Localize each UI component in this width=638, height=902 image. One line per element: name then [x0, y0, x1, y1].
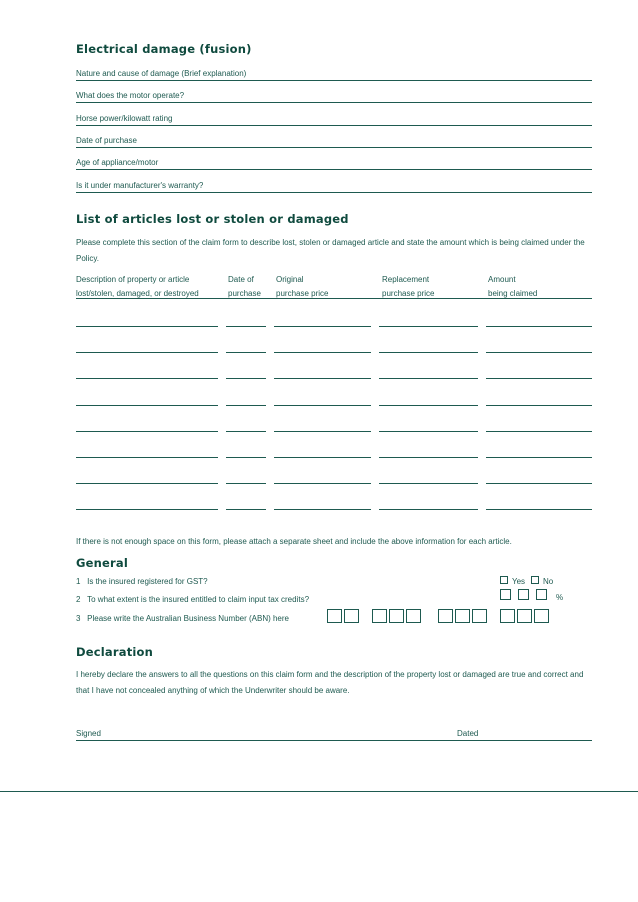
- abn-digit-box-11[interactable]: [534, 609, 549, 623]
- field-line-date-of-purchase[interactable]: [76, 147, 592, 148]
- question-2-text: To what extent is the insured entitled to claim input tax credits?: [87, 595, 310, 604]
- itc-percent-box-3[interactable]: [536, 589, 547, 600]
- article-row-4-original-price-field[interactable]: [274, 405, 371, 406]
- declaration-heading: Declaration: [76, 645, 154, 659]
- signed-label: Signed: [76, 729, 101, 738]
- column-header-replacement-line1: Replacement: [382, 275, 430, 284]
- column-header-replacement-price: [382, 273, 434, 301]
- page-divider: [0, 791, 638, 792]
- gst-yes-checkbox[interactable]: [500, 576, 508, 584]
- signature-line[interactable]: [76, 740, 592, 741]
- article-row-6-replacement-price-field[interactable]: [379, 457, 478, 458]
- article-row-2-date-field[interactable]: [226, 352, 266, 353]
- article-row-7-original-price-field[interactable]: [274, 483, 371, 484]
- gst-yes-label: Yes: [512, 577, 526, 586]
- column-header-description-line1: Description of property or article: [76, 275, 190, 284]
- itc-percent-box-2[interactable]: [518, 589, 529, 600]
- article-row-5-date-field[interactable]: [226, 431, 266, 432]
- article-row-5-replacement-price-field[interactable]: [379, 431, 478, 432]
- column-header-description-line2: lost/stolen, damaged, or destroyed: [76, 289, 199, 298]
- articles-heading: List of articles lost or stolen or damaged: [76, 212, 349, 226]
- article-row-3-replacement-price-field[interactable]: [379, 378, 478, 379]
- column-header-original-price: [276, 273, 328, 301]
- article-row-7-description-field[interactable]: [76, 483, 218, 484]
- abn-digit-box-10[interactable]: [517, 609, 532, 623]
- abn-digit-box-3[interactable]: [372, 609, 387, 623]
- column-header-underline: [76, 298, 592, 299]
- field-line-age-appliance[interactable]: [76, 169, 592, 170]
- question-3-text: Please write the Australian Business Number (ABN) here: [87, 614, 289, 623]
- article-row-7-date-field[interactable]: [226, 483, 266, 484]
- declaration-text: I hereby declare the answers to all the questions on this claim form and the description of the property lost or damaged are true and correct and that I have not concealed anything of which the Underwriter should be aware.: [76, 670, 584, 695]
- article-row-4-amount-field[interactable]: [486, 405, 592, 406]
- dated-label: Dated: [457, 729, 479, 738]
- gst-no-label: No: [543, 577, 554, 586]
- field-line-warranty[interactable]: [76, 192, 592, 193]
- abn-digit-box-4[interactable]: [389, 609, 404, 623]
- question-2-number: 2: [76, 595, 81, 604]
- article-row-4-date-field[interactable]: [226, 405, 266, 406]
- article-row-1-replacement-price-field[interactable]: [379, 326, 478, 327]
- general-question-3: [76, 614, 289, 623]
- column-header-date: [228, 273, 261, 301]
- field-label-motor-operate: What does the motor operate?: [76, 91, 185, 100]
- article-row-5-amount-field[interactable]: [486, 431, 592, 432]
- article-row-7-amount-field[interactable]: [486, 483, 592, 484]
- question-1-text: Is the insured registered for GST?: [87, 577, 208, 586]
- column-header-date-line2: purchase: [228, 289, 261, 298]
- column-header-replacement-line2: purchase price: [382, 289, 435, 298]
- column-header-date-line1: Date of: [228, 275, 254, 284]
- article-row-8-date-field[interactable]: [226, 509, 266, 510]
- article-row-5-description-field[interactable]: [76, 431, 218, 432]
- field-line-motor-operate[interactable]: [76, 102, 592, 103]
- article-row-8-description-field[interactable]: [76, 509, 218, 510]
- abn-digit-box-5[interactable]: [406, 609, 421, 623]
- column-header-amount-line2: being claimed: [488, 289, 538, 298]
- articles-intro: Please complete this section of the claim form to describe lost, stolen or damaged article and state the amount which is being claimed under the Policy.: [76, 238, 585, 263]
- article-row-4-replacement-price-field[interactable]: [379, 405, 478, 406]
- field-line-nature-cause[interactable]: [76, 80, 592, 81]
- electrical-damage-heading: Electrical damage (fusion): [76, 42, 252, 56]
- column-header-original-line2: purchase price: [276, 289, 329, 298]
- field-label-age-appliance: Age of appliance/motor: [76, 158, 159, 167]
- article-row-6-original-price-field[interactable]: [274, 457, 371, 458]
- article-row-6-amount-field[interactable]: [486, 457, 592, 458]
- column-header-amount-line1: Amount: [488, 275, 516, 284]
- article-row-3-description-field[interactable]: [76, 378, 218, 379]
- itc-percent-sign: %: [556, 593, 564, 602]
- general-question-2: [76, 595, 309, 604]
- article-row-5-original-price-field[interactable]: [274, 431, 371, 432]
- article-row-3-date-field[interactable]: [226, 378, 266, 379]
- question-1-number: 1: [76, 577, 81, 586]
- article-row-2-amount-field[interactable]: [486, 352, 592, 353]
- general-heading: General: [76, 556, 128, 570]
- article-row-6-date-field[interactable]: [226, 457, 266, 458]
- field-line-horse-power[interactable]: [76, 125, 592, 126]
- column-header-original-line1: Original: [276, 275, 304, 284]
- question-3-number: 3: [76, 614, 81, 623]
- abn-digit-box-8[interactable]: [472, 609, 487, 623]
- field-label-horse-power: Horse power/kilowatt rating: [76, 114, 173, 123]
- article-row-1-description-field[interactable]: [76, 326, 218, 327]
- abn-digit-box-6[interactable]: [438, 609, 453, 623]
- field-label-date-of-purchase: Date of purchase: [76, 136, 137, 145]
- article-row-7-replacement-price-field[interactable]: [379, 483, 478, 484]
- article-row-2-original-price-field[interactable]: [274, 352, 371, 353]
- article-row-8-original-price-field[interactable]: [274, 509, 371, 510]
- articles-note: If there is not enough space on this form, please attach a separate sheet and include the above information for each article.: [76, 537, 512, 546]
- article-row-1-date-field[interactable]: [226, 326, 266, 327]
- article-row-8-replacement-price-field[interactable]: [379, 509, 478, 510]
- article-row-4-description-field[interactable]: [76, 405, 218, 406]
- article-row-3-original-price-field[interactable]: [274, 378, 371, 379]
- field-label-warranty: Is it under manufacturer's warranty?: [76, 181, 204, 190]
- field-label-nature-cause: Nature and cause of damage (Brief explanation): [76, 69, 247, 78]
- abn-digit-box-7[interactable]: [455, 609, 470, 623]
- article-row-3-amount-field[interactable]: [486, 378, 592, 379]
- article-row-2-description-field[interactable]: [76, 352, 218, 353]
- column-header-amount: [488, 273, 537, 301]
- abn-digit-box-2[interactable]: [344, 609, 359, 623]
- article-row-6-description-field[interactable]: [76, 457, 218, 458]
- abn-digit-box-1[interactable]: [327, 609, 342, 623]
- article-row-8-amount-field[interactable]: [486, 509, 592, 510]
- article-row-2-replacement-price-field[interactable]: [379, 352, 478, 353]
- general-question-1: [76, 577, 208, 586]
- column-header-description: [76, 273, 199, 301]
- itc-percent-box-1[interactable]: [500, 589, 511, 600]
- gst-no-checkbox[interactable]: [531, 576, 539, 584]
- article-row-1-amount-field[interactable]: [486, 326, 592, 327]
- abn-digit-box-9[interactable]: [500, 609, 515, 623]
- article-row-1-original-price-field[interactable]: [274, 326, 371, 327]
